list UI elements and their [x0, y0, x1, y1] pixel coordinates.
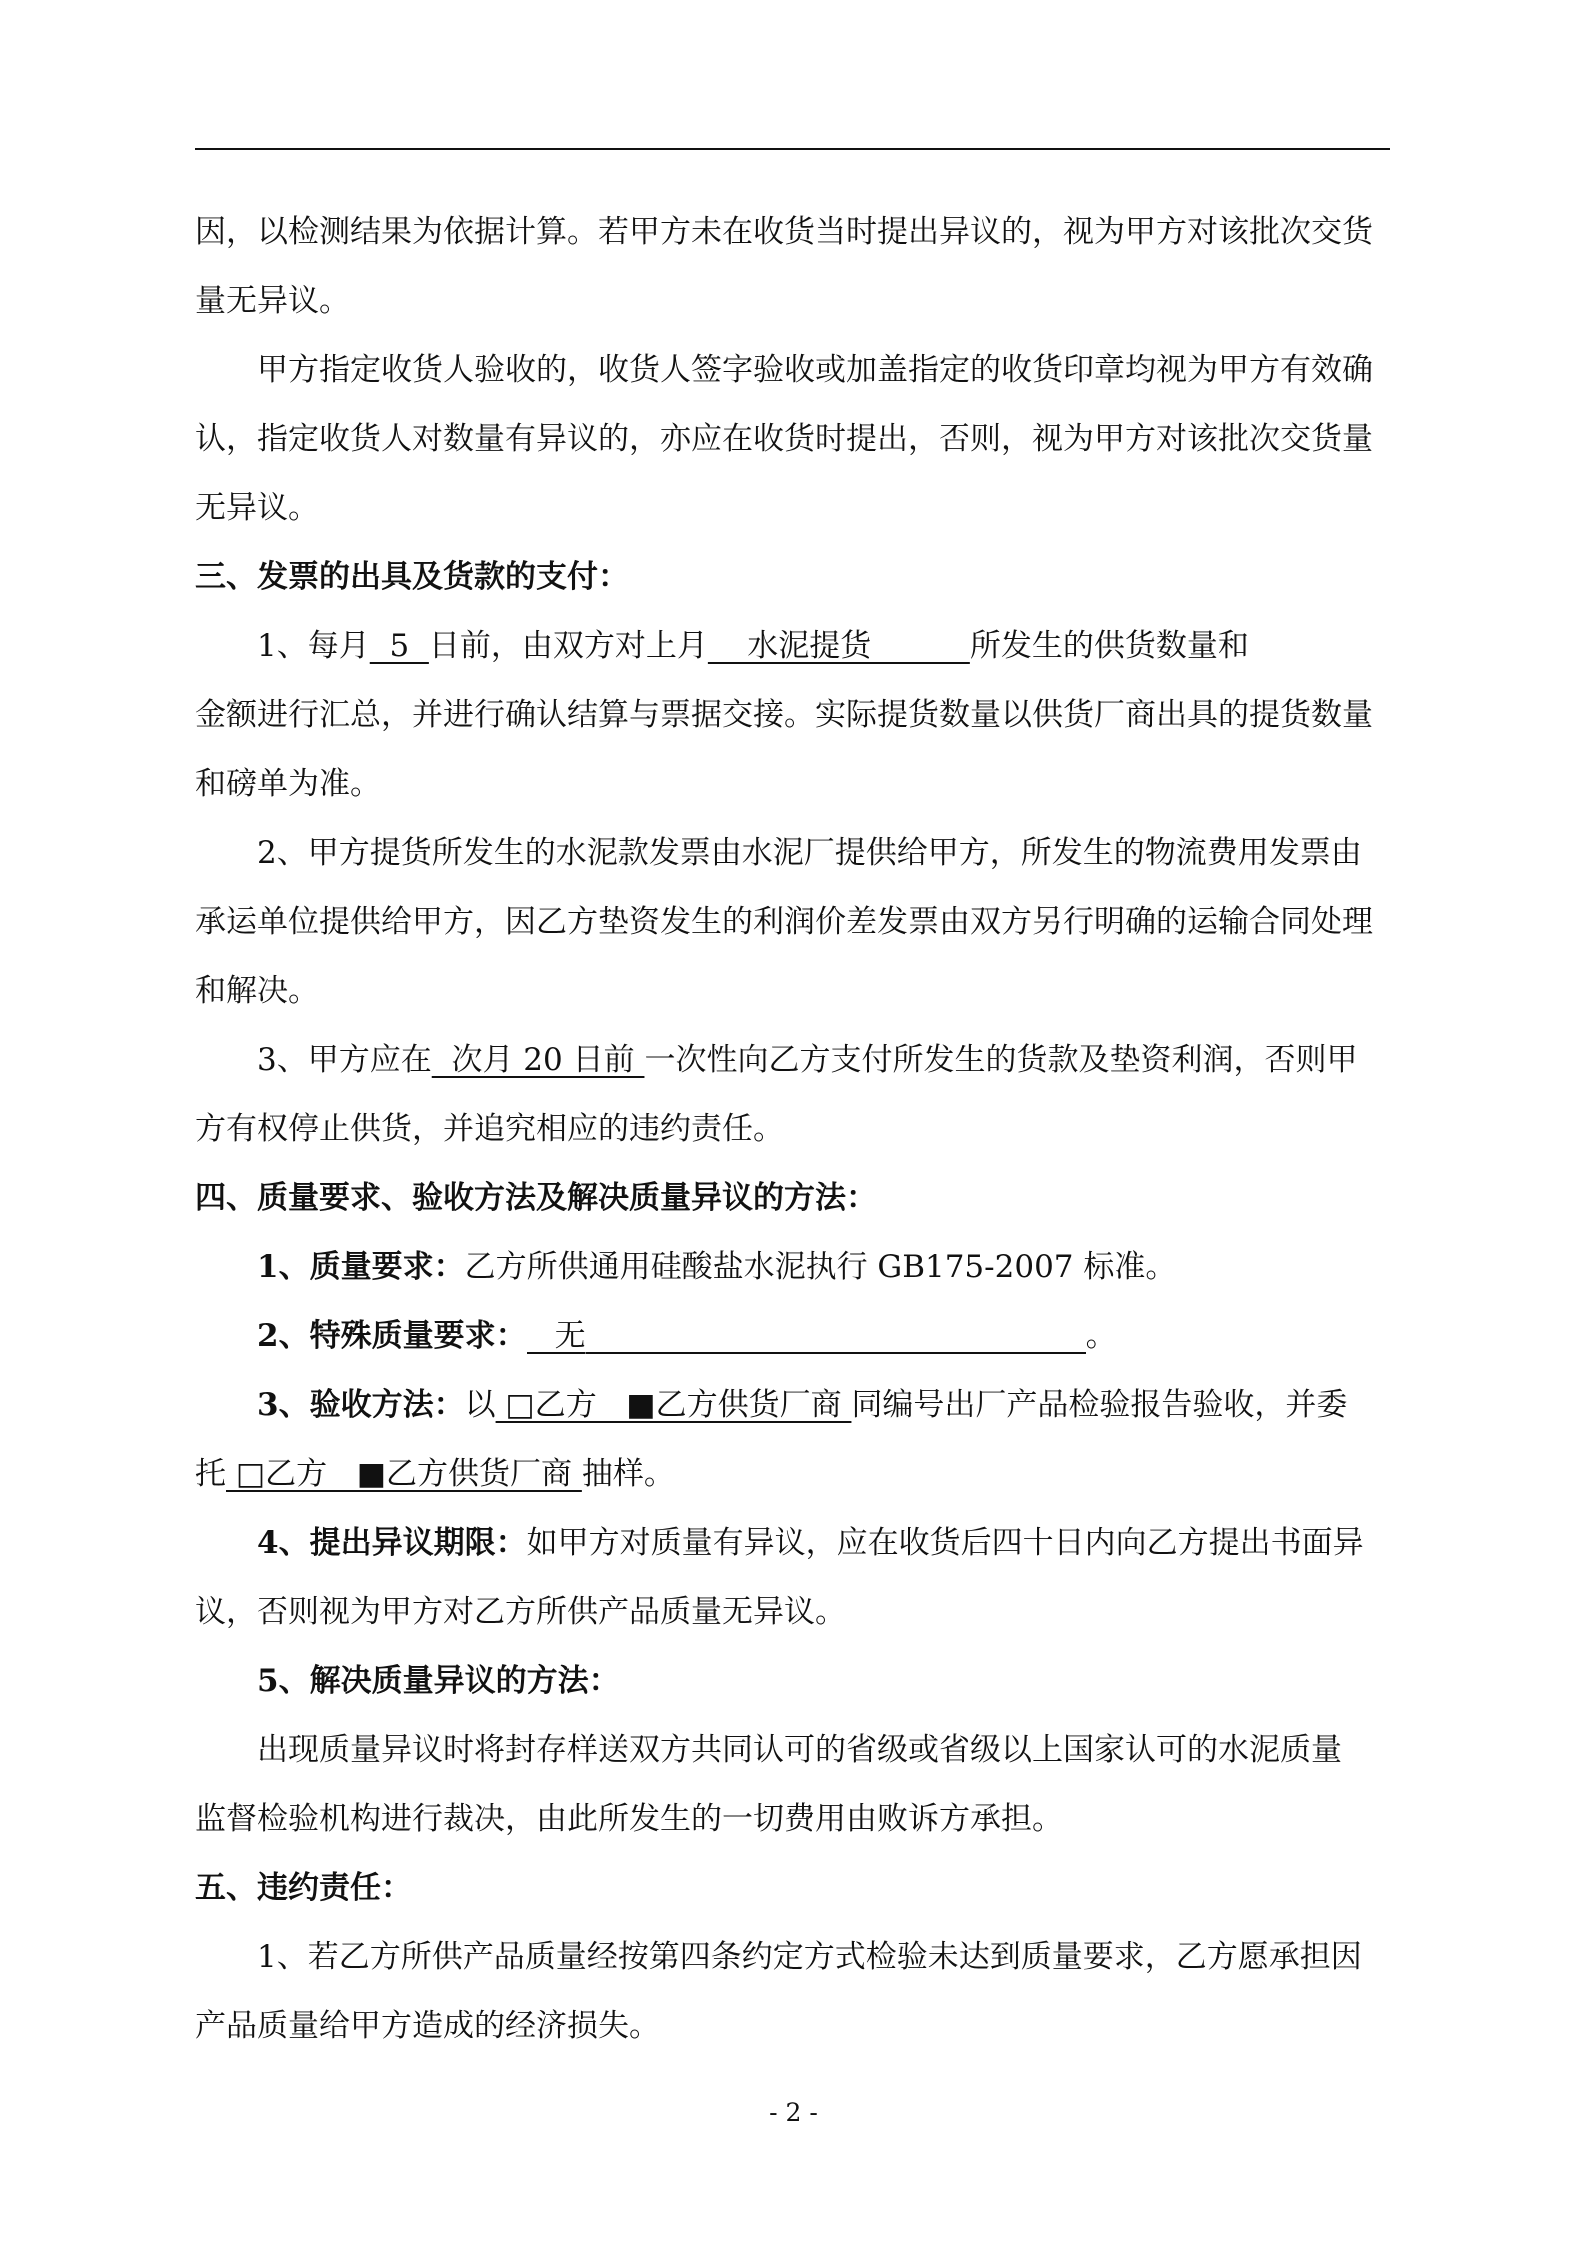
blank-line: [586, 1318, 1086, 1354]
document-body: [195, 198, 1390, 2061]
clause-3-1: [195, 612, 1390, 819]
text-line: [195, 1233, 1390, 1302]
section-heading-quality: [195, 1164, 1390, 1233]
clause-text: 托: [195, 1456, 226, 1492]
text-line: 量无异议。: [195, 283, 350, 319]
text-line: [195, 1302, 1390, 1371]
clause-text: 同编号出厂产品检验报告验收，并委: [851, 1387, 1348, 1423]
text-line: [195, 1026, 1390, 1095]
text-line: 监督检验机构进行裁决，由此所发生的一切费用由败诉方承担。: [195, 1801, 1063, 1837]
text-line: 2、甲方提货所发生的水泥款发票由水泥厂提供给甲方，所发生的物流费用发票由: [257, 835, 1362, 871]
text-line: [195, 1440, 1390, 1509]
paragraph-designated-receiver: [195, 336, 1390, 543]
filled-blank-deadline: 次月 20 日前: [431, 1042, 645, 1078]
checkbox-options-inspection: □乙方 ■乙方供货厂商: [495, 1387, 852, 1423]
clause-text: 如甲方对质量有异议，应在收货后四十日内向乙方提出书面异: [526, 1525, 1364, 1561]
text-line: 出现质量异议时将封存样送双方共同认可的省级或省级以上国家认可的水泥质量: [257, 1732, 1342, 1768]
text-line: 1、若乙方所供产品质量经按第四条约定方式检验未达到质量要求，乙方愿承担因: [257, 1939, 1362, 1975]
section-heading-invoice-payment: [195, 543, 1390, 612]
clause-label: 5、解决质量异议的方法：: [257, 1663, 620, 1699]
text-line: 方有权停止供货，并追究相应的违约责任。: [195, 1111, 784, 1147]
clause-text: 抽样。: [581, 1456, 675, 1492]
text-line: 因，以检测结果为依据计算。若甲方未在收货当时提出异议的，视为甲方对该批次交货: [195, 214, 1373, 250]
checkbox-options-sampling: □乙方 ■乙方供货厂商: [226, 1456, 582, 1492]
text-line: 和磅单为准。: [195, 766, 381, 802]
clause-text: 所发生的供货数量和: [969, 628, 1249, 664]
page-number: - 2 -: [769, 2098, 818, 2127]
text-line: [195, 612, 1390, 681]
clause-text: 。: [1085, 1318, 1117, 1354]
filled-blank-day: 5: [369, 628, 429, 664]
text-line: [195, 1509, 1390, 1578]
clause-4-4: [195, 1509, 1390, 1647]
text-line: 议，否则视为甲方对乙方所供产品质量无异议。: [195, 1594, 846, 1630]
section-heading-text: 五、违约责任：: [195, 1870, 412, 1906]
blank-line: [527, 1318, 555, 1354]
section-heading-text: 三、发票的出具及货款的支付：: [195, 559, 629, 595]
clause-text: 1、每月: [257, 628, 370, 664]
text-line: [195, 1371, 1390, 1440]
filled-blank-goods: 水泥提货: [707, 628, 970, 664]
clause-4-3: [195, 1371, 1390, 1509]
section-heading-text: 四、质量要求、验收方法及解决质量异议的方法：: [195, 1180, 877, 1216]
paragraph-quantity-objection: [195, 198, 1390, 336]
section-heading-liability: [195, 1854, 1390, 1923]
text-line: 金额进行汇总，并进行确认结算与票据交接。实际提货数量以供货厂商出具的提货数量: [195, 697, 1373, 733]
clause-label: 3、验收方法：: [257, 1387, 465, 1423]
text-line: 甲方指定收货人验收的，收货人签字验收或加盖指定的收货印章均视为甲方有效确: [257, 352, 1373, 388]
clause-label: 1、质量要求：: [257, 1249, 465, 1285]
text-line: 认，指定收货人对数量有异议的，亦应在收货时提出，否则，视为甲方对该批次交货量: [195, 421, 1373, 457]
text-line: 产品质量给甲方造成的经济损失。: [195, 2008, 660, 2044]
clause-label: 4、提出异议期限：: [257, 1525, 527, 1561]
clause-4-1: [195, 1233, 1390, 1302]
clause-text: 以: [464, 1387, 496, 1423]
clause-text: 乙方所供通用硅酸盐水泥执行 GB175-2007 标准。: [464, 1249, 1177, 1285]
clause-3-3: [195, 1026, 1390, 1164]
clause-3-2: [195, 819, 1390, 1026]
header-rule: [195, 148, 1390, 150]
clause-text: 日前，由双方对上月: [428, 628, 708, 664]
filled-blank-special-requirement: 无: [554, 1318, 586, 1354]
clause-text: 一次性向乙方支付所发生的货款及垫资利润，否则甲: [644, 1042, 1358, 1078]
clause-5-1: [195, 1923, 1390, 2061]
clause-4-5: [195, 1647, 1390, 1854]
clause-label: 2、特殊质量要求：: [257, 1318, 527, 1354]
clause-4-2: [195, 1302, 1390, 1371]
text-line: 承运单位提供给甲方，因乙方垫资发生的利润价差发票由双方另行明确的运输合同处理: [195, 904, 1373, 940]
text-line: 和解决。: [195, 973, 319, 1009]
text-line: 无异议。: [195, 490, 319, 526]
clause-text: 3、甲方应在: [257, 1042, 432, 1078]
